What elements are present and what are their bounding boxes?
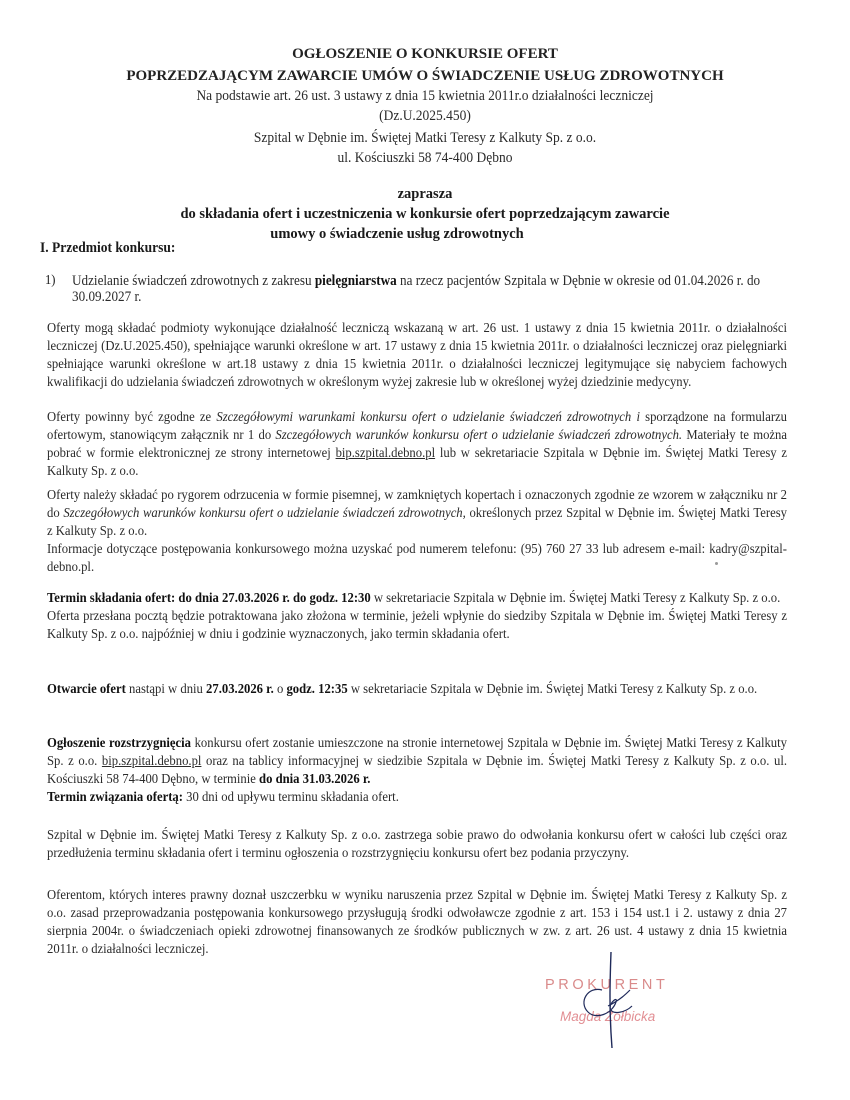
invitation-line1: do składania ofert i uczestniczenia w konkursie ofert poprzedzającym zawarcie <box>180 206 670 222</box>
opening-date: 27.03.2026 r. <box>206 681 274 696</box>
signature-icon <box>560 950 680 1050</box>
contact-email[interactable]: kadry@szpital-debno.pl. <box>47 541 787 574</box>
opening-time: godz. 12:35 <box>286 681 348 696</box>
deadline-label: Termin składania ofert: do dnia 27.03.2026 r. do godz. 12:30 <box>47 590 371 605</box>
document-title-line2: POPRZEDZAJĄCYM ZAWARCIE UMÓW O ŚWIADCZENIE USŁUG ZDROWOTNYCH <box>126 68 724 84</box>
stamp-title: PROKURENT <box>545 977 669 993</box>
scan-speck <box>715 562 718 565</box>
list-item: Udzielanie świadczeń zdrowotnych z zakresu pielęgniarstwa na rzecz pacjentów Szpitala w Dębnie w okresie od 01.04.2026 r. do 30.09.2027 r. <box>72 273 761 305</box>
reservation-paragraph: Szpital w Dębnie im. Świętej Matki Teresy z Kalkuty Sp. z o.o. zastrzega sobie prawo do odwołania konkursu ofert w całości lub części oraz przedłużenia terminu składania ofert i terminu ogłoszenia o rozstrzygnięciu konkursu ofert bez podania przyczyny. <box>47 827 787 860</box>
result-paragraph: Ogłoszenie rozstrzygnięcia konkursu ofert zostanie umieszczone na stronie internetowej Szpitala w Dębnie im. Świętej Matki Teresy z Kalkuty Sp. z o.o. bip.szpital.debno.pl oraz na tablicy informacyjnej w siedzibie Szpitala w Dębnie im. Świętej Matki Teresy z Kalkuty Sp. z o.o. ul. Kościuszki 58 74-400 Dębno, w terminie do dnia 31.03.2026 r. Termin związania ofertą: 30 dni od upływu terminu składania ofert. <box>47 735 788 804</box>
binding-label: Termin związania ofertą: <box>47 789 183 804</box>
document-title-line1: OGŁOSZENIE O KONKURSIE OFERT <box>292 46 558 62</box>
organization-address: ul. Kościuszki 58 74-400 Dębno <box>337 150 513 166</box>
organization-name: Szpital w Dębnie im. Świętej Matki Teresy z Kalkuty Sp. z o.o. <box>253 130 597 146</box>
service-scope: pielęgniarstwa <box>314 273 397 289</box>
deadline-paragraph: Termin składania ofert: do dnia 27.03.2026 r. do godz. 12:30 w sekretariacie Szpitala w Dębnie im. Świętej Matki Teresy z Kalkuty Sp. z o.o. Oferta przesłana pocztą będzie potraktowana jako złożona w terminie, jeżeli wpłynie do siedziby Szpitala w Dębnie im. Świętej Matki Teresy z Kalkuty Sp. z o.o. najpóźniej w dniu i godzinie wyznaczonych, jako termin składania ofert. <box>47 590 787 641</box>
legal-basis-line1: Na podstawie art. 26 ust. 3 ustawy z dnia 15 kwietnia 2011r.o działalności leczniczej <box>196 88 654 104</box>
invitation-line2: umowy o świadczenie usług zdrowotnych <box>270 226 524 242</box>
bip-link[interactable]: bip.szpital.debno.pl <box>101 753 202 768</box>
opening-paragraph: Otwarcie ofert nastąpi w dniu 27.03.2026 r. o godz. 12:35 w sekretariacie Szpitala w Dębnie im. Świętej Matki Teresy z Kalkuty Sp. z o.o. <box>47 681 758 696</box>
offer-form-paragraph: Oferty powinny być zgodne ze Szczegółowymi warunkami konkursu ofert o udzielanie świadczeń zdrowotnych i sporządzone na formularzu ofertowym, stanowiącym załącznik nr 1 do Szczegółowych warunków konkursu ofert o udzielanie świadczeń zdrowotnych. Materiały te można pobrać w formie elektronicznej ze strony internetowej bip.szpital.debno.pl lub w sekretariacie Szpitala w Dębnie im. Świętej Matki Teresy z Kalkuty Sp. z o.o. <box>47 409 787 478</box>
contact-phone: (95) 760 27 33 <box>520 541 599 556</box>
result-date: do dnia 31.03.2026 r. <box>259 771 371 786</box>
eligibility-paragraph: Oferty mogą składać podmioty wykonujące działalność leczniczą wskazaną w art. 26 ust. 1 ustawy z dnia 15 kwietnia 2011r. o działalności leczniczej (Dz.U.2025.450), spełniające warunki określone w art. 17 ustawy z dnia 15 kwietnia 2011r. o działalności leczniczej oraz pielęgniarki spełniające warunki określone w art.18 ustawy z dnia 15 kwietnia 2011r. o działalności leczniczej legitymujące się nabyciem fachowych kwalifikacji do udzielania świadczeń zdrowotnych w określonym wyżej zakresie lub w określonej wyżej dziedzinie medycyny. <box>47 320 787 389</box>
section-heading: I. Przedmiot konkursu: <box>40 240 176 256</box>
legal-basis-line2: (Dz.U.2025.450) <box>379 108 471 124</box>
submission-paragraph: Oferty należy składać po rygorem odrzucenia w formie pisemnej, w zamkniętych kopertach i oznaczonych zgodnie ze wzorem w załączniku nr 2 do Szczegółowych warunków konkursu ofert o udzielanie świadczeń zdrowotnych, określonych przez Szpital w Dębnie im. Świętej Matki Teresy z Kalkuty Sp. z o.o. Informacje dotyczące postępowania konkursowego można uzyskać pod numerem telefonu: (95) 760 27 33 lub adresem e-mail: kadry@szpital-debno.pl. <box>47 487 787 574</box>
invitation-word: zaprasza <box>397 186 453 202</box>
list-item-number: 1) <box>45 273 56 288</box>
bip-link[interactable]: bip.szpital.debno.pl <box>335 445 436 460</box>
appeal-paragraph: Oferentom, których interes prawny doznał uszczerbku w wyniku naruszenia przez Szpital w Dębnie im. Świętej Matki Teresy z Kalkuty Sp. z o.o. zasad przeprowadzania postępowania konkursowego przysługują środki odwoławcze zgodnie z art. 153 i 154 ust.1 i 2. ustawy z dnia 27 sierpnia 2004r. o świadczeniach opieki zdrowotnej finansowanych ze środków publicznych w zw. z art. 26 ust. 4 ustawy z dnia 15 kwietnia 2011r. o działalności leczniczej. <box>47 887 787 956</box>
stamp-name: Magda Żołbicka <box>560 1009 656 1024</box>
